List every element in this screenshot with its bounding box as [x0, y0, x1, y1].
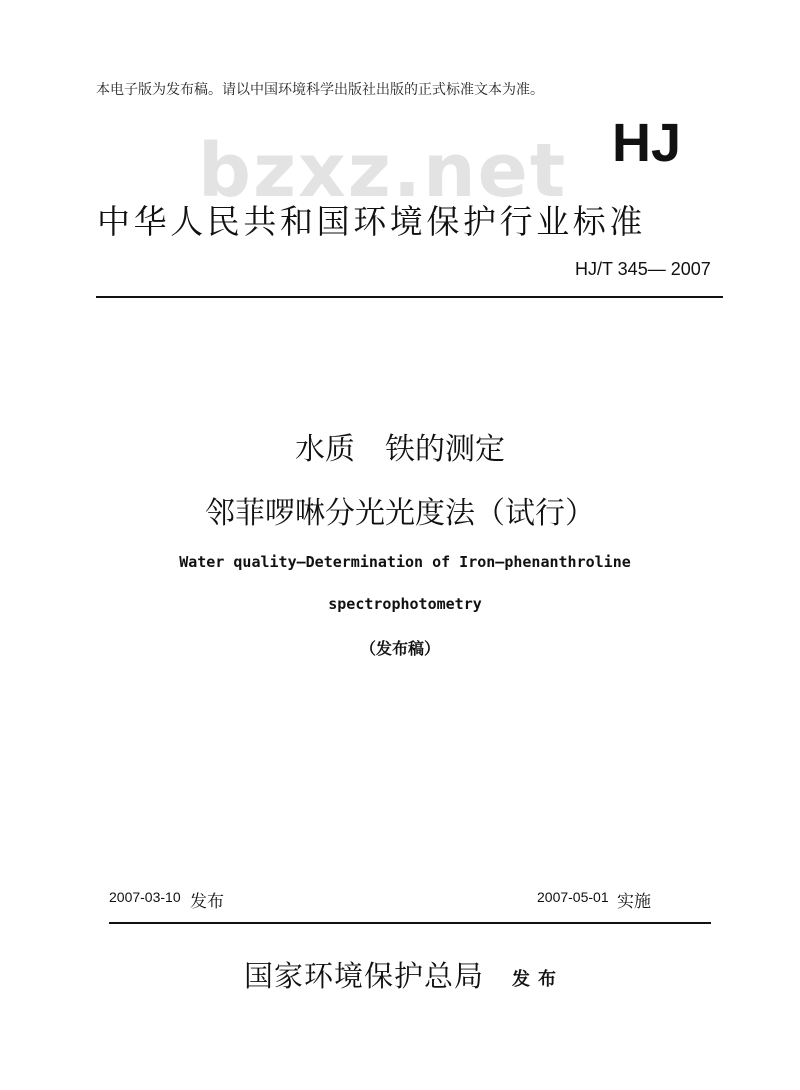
document-title-line-1: 水质 铁的测定 — [295, 432, 505, 467]
standard-code: HJ — [612, 113, 682, 173]
publish-date: 2007-03-10 — [109, 889, 181, 905]
watermark: bzxz.net — [198, 128, 568, 214]
standard-category-title: 中华人民共和国环境保护行业标准 — [97, 202, 646, 241]
effective-label: 实施 — [617, 892, 651, 912]
publisher-publish-label: 发布 — [512, 969, 564, 990]
english-title-line-2: spectrophotometry — [328, 595, 482, 613]
disclaimer-notice: 本电子版为发布稿。请以中国环境科学出版社出版的正式标准文本为准。 — [96, 82, 544, 98]
draft-status: （发布稿） — [359, 639, 440, 658]
effective-date: 2007-05-01 — [537, 889, 609, 905]
english-title-line-1: Water quality—Determination of Iron—phenanthroline — [179, 553, 631, 571]
publish-label: 发布 — [190, 892, 224, 912]
top-divider — [96, 296, 723, 298]
publisher-name: 国家环境保护总局 — [244, 959, 485, 993]
document-title-line-2: 邻菲啰啉分光光度法（试行） — [205, 496, 595, 531]
standard-number: HJ/T 345— 2007 — [575, 259, 711, 279]
bottom-divider — [109, 922, 711, 924]
